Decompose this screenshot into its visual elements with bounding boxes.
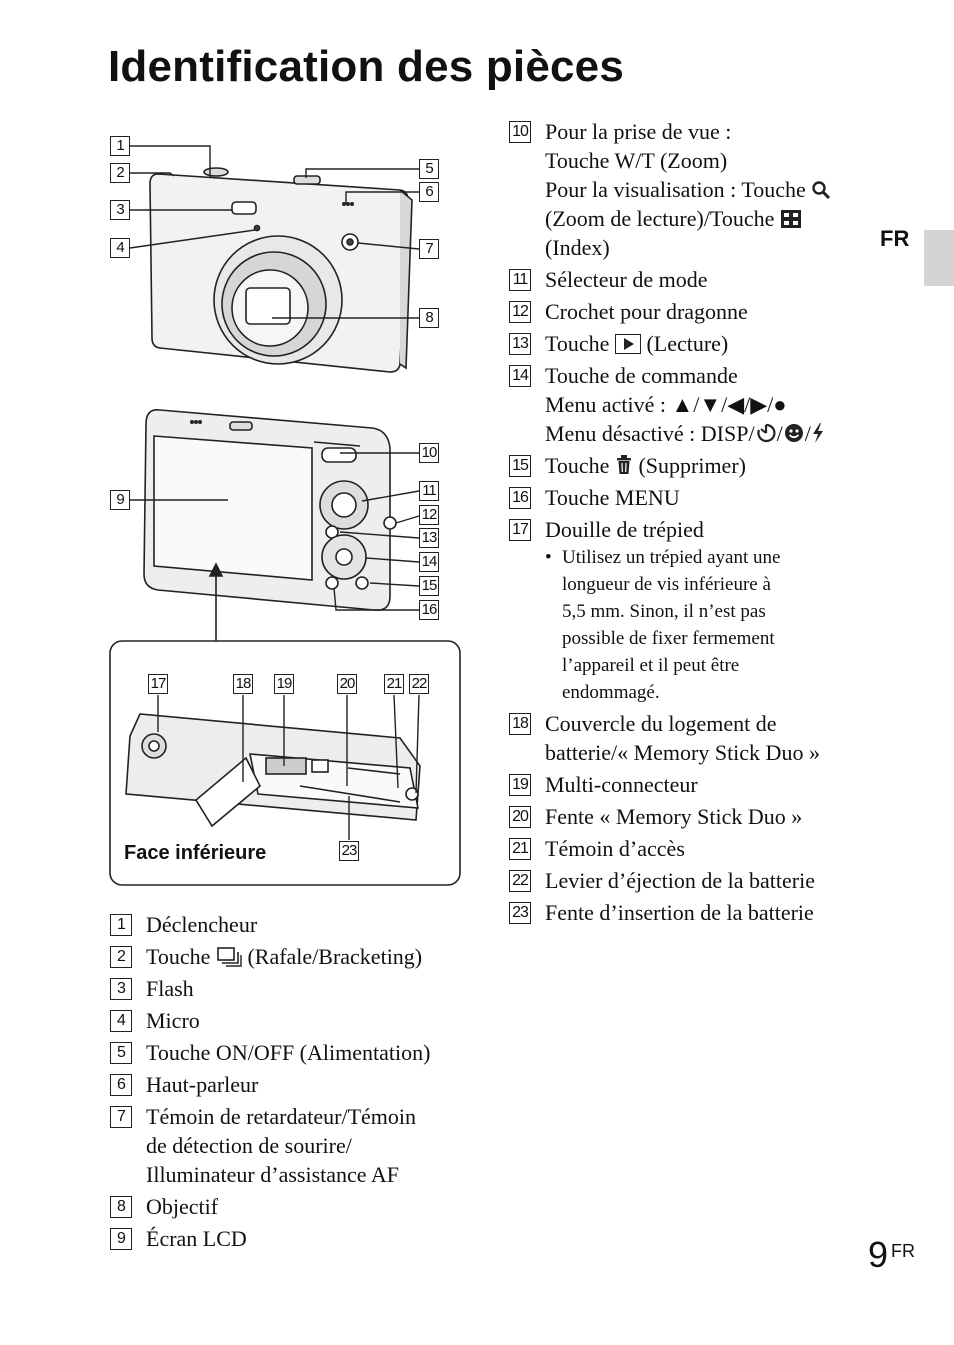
list-item xyxy=(110,974,480,1003)
list-item xyxy=(509,117,869,262)
page-number-suffix: FR xyxy=(891,1241,915,1261)
list-item xyxy=(110,1224,480,1253)
item-text: Crochet pour dragonne xyxy=(545,299,748,324)
item-text: Touche de commande xyxy=(545,363,738,388)
item-number: 4 xyxy=(110,1010,132,1032)
tripod-note xyxy=(545,544,869,706)
callout-14: 14 xyxy=(419,552,439,572)
list-item xyxy=(110,1102,480,1189)
note-line: 5,5 mm. Sinon, il n’est pas xyxy=(562,601,766,622)
item-number: 16 xyxy=(509,487,531,509)
item-text: Illuminateur d’assistance AF xyxy=(146,1162,399,1187)
item-text: (Index) xyxy=(545,235,610,260)
list-item xyxy=(110,1192,480,1221)
item-text: Pour la prise de vue : xyxy=(545,119,732,144)
item-text: Touche W/T (Zoom) xyxy=(545,148,728,173)
item-number: 19 xyxy=(509,774,531,796)
item-text: Douille de trépied xyxy=(545,517,704,542)
item-text: Touche (Lecture) xyxy=(545,331,729,356)
language-tab xyxy=(924,230,954,286)
item-number: 23 xyxy=(509,902,531,924)
item-text: Fente d’insertion de la batterie xyxy=(545,900,814,925)
callout-10: 10 xyxy=(419,443,439,463)
item-text: Micro xyxy=(146,1008,200,1033)
item-text: Haut-parleur xyxy=(146,1072,259,1097)
callout-12: 12 xyxy=(419,505,439,525)
list-item xyxy=(110,910,480,939)
callout-18: 18 xyxy=(233,674,253,694)
camera-drawings xyxy=(100,118,470,898)
burst-icon xyxy=(216,945,242,967)
callout-11: 11 xyxy=(419,481,439,501)
item-number: 15 xyxy=(509,455,531,477)
callout-22: 22 xyxy=(409,674,429,694)
item-text: (Zoom de lecture)/Touche xyxy=(545,204,869,233)
callout-9: 9 xyxy=(110,490,130,510)
item-number: 13 xyxy=(509,333,531,355)
callout-23: 23 xyxy=(339,841,359,861)
list-item xyxy=(509,898,869,927)
item-number: 12 xyxy=(509,301,531,323)
index-grid-icon xyxy=(780,209,802,229)
item-text: de détection de sourire/ xyxy=(146,1133,352,1158)
item-number: 8 xyxy=(110,1196,132,1218)
callout-8: 8 xyxy=(419,308,439,328)
list-item xyxy=(509,770,869,799)
flash-icon xyxy=(811,422,825,444)
list-item xyxy=(509,802,869,831)
item-text: Multi-connecteur xyxy=(545,772,698,797)
item-text: Touche ON/OFF (Alimentation) xyxy=(146,1040,431,1065)
magnifier-icon xyxy=(811,180,831,200)
item-text: Touche MENU xyxy=(545,485,680,510)
item-text: Touche (Supprimer) xyxy=(545,453,746,478)
item-number: 5 xyxy=(110,1042,132,1064)
list-item xyxy=(509,866,869,895)
callout-21: 21 xyxy=(384,674,404,694)
item-text: Flash xyxy=(146,976,194,1001)
item-number: 3 xyxy=(110,978,132,1000)
callout-5: 5 xyxy=(419,159,439,179)
page-number: 9 xyxy=(868,1234,889,1275)
item-text: Déclencheur xyxy=(146,912,258,937)
list-item xyxy=(509,297,869,326)
item-number: 14 xyxy=(509,365,531,387)
item-text: Écran LCD xyxy=(146,1226,247,1251)
item-number: 22 xyxy=(509,870,531,892)
callout-1: 1 xyxy=(110,136,130,156)
item-text: Objectif xyxy=(146,1194,219,1219)
item-text: Pour la visualisation : Touche xyxy=(545,175,869,204)
callout-6: 6 xyxy=(419,182,439,202)
note-line: longueur de vis inférieure à xyxy=(562,574,771,595)
item-number: 2 xyxy=(110,946,132,968)
item-number: 17 xyxy=(509,519,531,541)
callout-2: 2 xyxy=(110,163,130,183)
item-text: Levier d’éjection de la batterie xyxy=(545,868,815,893)
note-line: Utilisez un trépied ayant une xyxy=(562,547,781,568)
item-text: Témoin d’accès xyxy=(545,836,685,861)
item-number: 1 xyxy=(110,914,132,936)
item-number: 18 xyxy=(509,713,531,735)
self-timer-icon xyxy=(755,422,777,444)
list-item xyxy=(509,329,869,358)
callout-19: 19 xyxy=(274,674,294,694)
note-bullet: • xyxy=(545,547,552,568)
item-text: Menu désactivé : DISP/ / / xyxy=(545,419,869,448)
callout-13: 13 xyxy=(419,528,439,548)
list-item xyxy=(509,483,869,512)
item-text: batterie/« Memory Stick Duo » xyxy=(545,740,820,765)
list-item xyxy=(110,1038,480,1067)
camera-figure xyxy=(100,118,470,898)
callout-3: 3 xyxy=(110,200,130,220)
list-item xyxy=(509,515,869,706)
list-item xyxy=(509,361,869,448)
item-text: Touche (Rafale/Bracketing) xyxy=(146,944,423,969)
callout-20: 20 xyxy=(337,674,357,694)
callout-15: 15 xyxy=(419,576,439,596)
parts-list-left xyxy=(110,910,480,1256)
item-number: 9 xyxy=(110,1228,132,1250)
item-text: Menu activé : ▲/▼/◀/▶/● xyxy=(545,392,787,417)
item-number: 6 xyxy=(110,1074,132,1096)
list-item xyxy=(509,834,869,863)
item-text: Témoin de retardateur/Témoin xyxy=(146,1104,416,1129)
trash-icon xyxy=(615,454,633,476)
camera-back-illustration xyxy=(144,410,396,642)
smile-icon xyxy=(783,422,805,444)
page-title: Identification des pièces xyxy=(108,42,625,91)
list-item xyxy=(509,451,869,480)
callout-7: 7 xyxy=(419,239,439,259)
item-text: Sélecteur de mode xyxy=(545,267,708,292)
parts-list-right xyxy=(509,117,869,930)
note-line: possible de fixer fermement xyxy=(562,628,775,649)
note-line: l’appareil et il peut être xyxy=(562,655,740,676)
play-icon xyxy=(615,334,641,354)
list-item xyxy=(110,942,480,971)
list-item xyxy=(509,265,869,294)
item-text: Fente « Memory Stick Duo » xyxy=(545,804,803,829)
item-text: Couvercle du logement de xyxy=(545,711,777,736)
item-number: 20 xyxy=(509,806,531,828)
item-number: 7 xyxy=(110,1106,132,1128)
list-item xyxy=(110,1006,480,1035)
note-line: endommagé. xyxy=(562,682,660,703)
callout-4: 4 xyxy=(110,238,130,258)
callout-16: 16 xyxy=(419,600,439,620)
item-number: 21 xyxy=(509,838,531,860)
camera-front-illustration xyxy=(150,168,412,372)
language-label: FR xyxy=(880,226,910,251)
item-number: 11 xyxy=(509,269,531,291)
list-item xyxy=(110,1070,480,1099)
item-number: 10 xyxy=(509,121,531,143)
bottom-view-label: Face inférieure xyxy=(124,842,267,864)
callout-17: 17 xyxy=(148,674,168,694)
list-item xyxy=(509,709,869,767)
